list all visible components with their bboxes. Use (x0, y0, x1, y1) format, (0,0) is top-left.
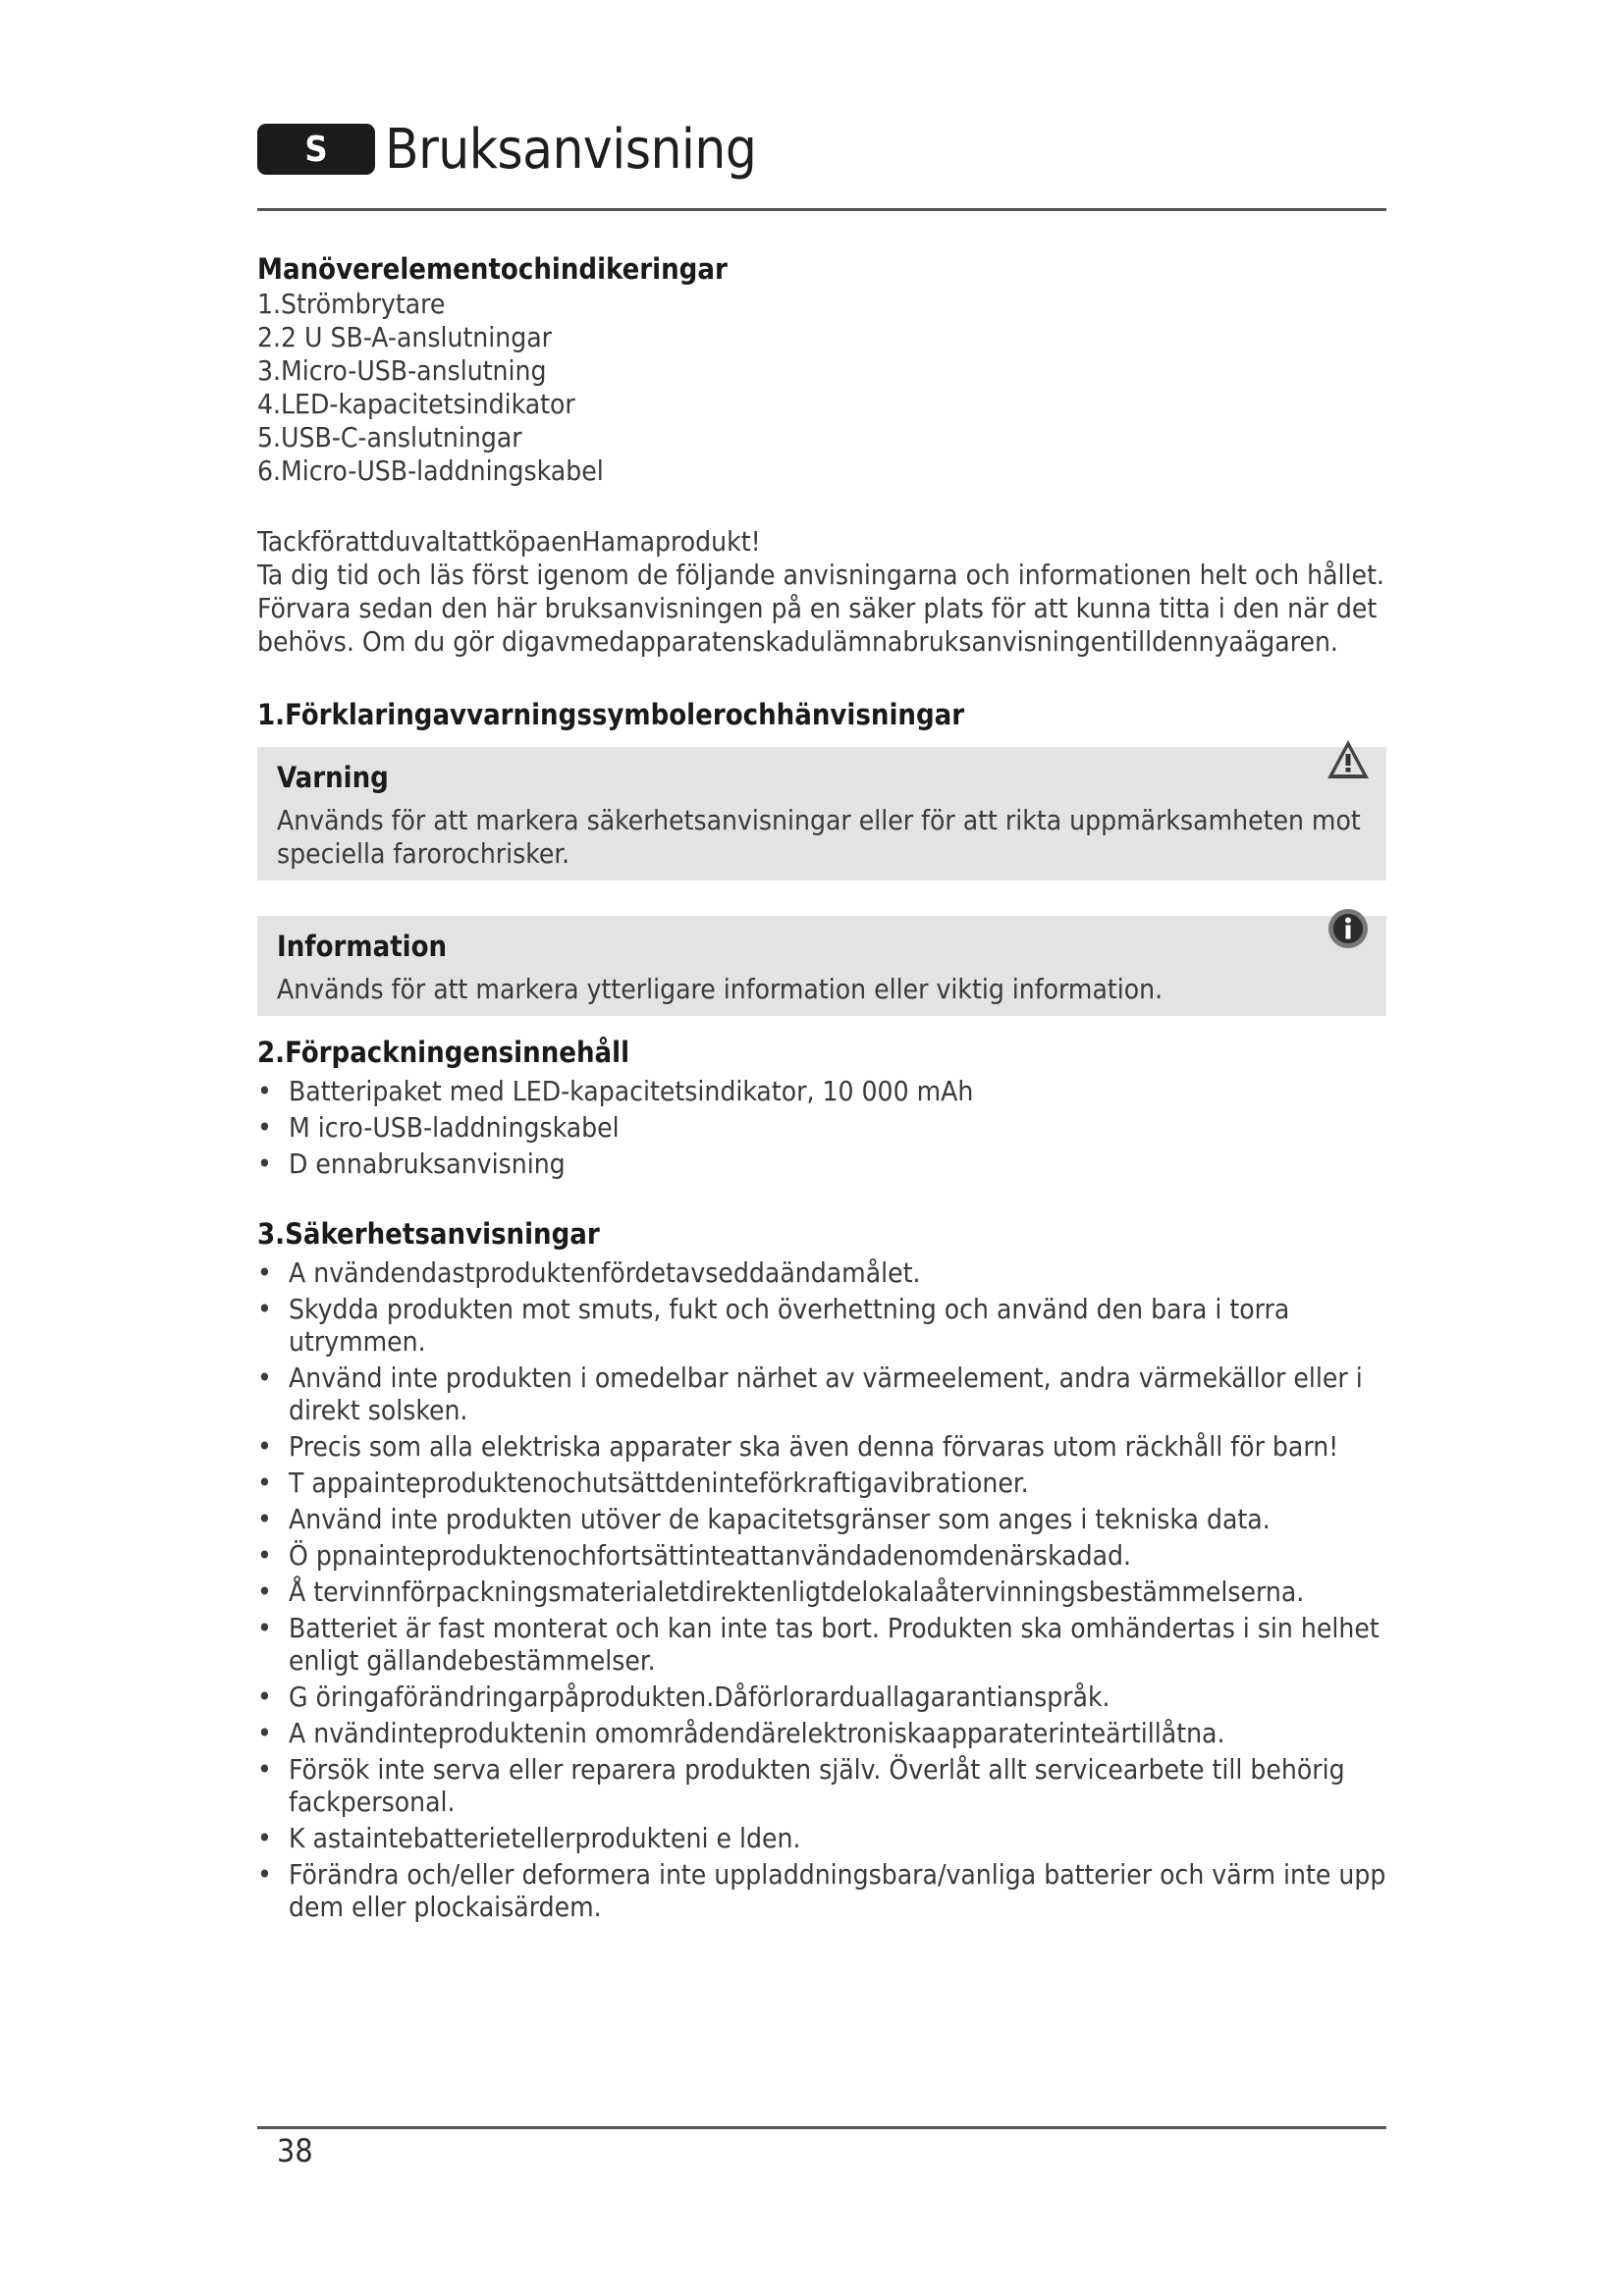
warning-title: Varning (277, 761, 389, 794)
package-contents-list (257, 1075, 1386, 1180)
list-item: 4.LED-kapacitetsindikator (257, 388, 575, 420)
list-item: 1.Strömbrytare (257, 288, 446, 320)
document-title: Bruksanvisning (385, 117, 757, 182)
controls-heading: Manöverelementochindikeringar (257, 252, 728, 286)
warning-box (257, 747, 1386, 881)
list-item: • A nvändendastproduktenfördetavseddaändamålet. (257, 1256, 1386, 1289)
controls-list (257, 288, 1386, 488)
section2-heading: 2.Förpackningensinnehåll (257, 1036, 630, 1069)
list-item: 5.USB-C-anslutningar (257, 421, 522, 454)
page-header (257, 117, 757, 182)
list-item: • A nvändinteproduktenin omområdendärelektroniskaapparaterinteärtillåtna. (257, 1717, 1386, 1749)
warning-text: Används för att markera säkerhetsanvisningar eller för att rikta uppmärksamheten mot speciella farorochrisker. (277, 804, 1361, 870)
list-item: • Batteriet är fast monterat och kan inte tas bort. Produkten ska omhändertas i sin helhet enligt gällandebestämmelser. (257, 1612, 1386, 1677)
list-item: • K astaintebatterietellerprodukteni e lden. (257, 1822, 1386, 1854)
section3-heading: 3.Säkerhetsanvisningar (257, 1217, 600, 1251)
information-text: Används för att markera ytterligare information eller viktig information. (277, 973, 1164, 1005)
header-rule (257, 208, 1386, 211)
list-item: • G öringaförändringarpåprodukten.Dåförlorarduallagarantianspråk. (257, 1681, 1386, 1713)
list-item: • Använd inte produkten i omedelbar närhet av värmeelement, andra värmekällor eller i direkt solsken. (257, 1362, 1386, 1426)
list-item: • D ennabruksanvisning (257, 1148, 1386, 1180)
list-item: • Använd inte produkten utöver de kapacitetsgränser som anges i tekniska data. (257, 1503, 1386, 1535)
list-item: • Å tervinnförpackningsmaterialetdirektenligtdelokalaåtervinningsbestämmelserna. (257, 1575, 1386, 1608)
list-item: • Försök inte serva eller reparera produkten själv. Överlåt allt servicearbete till behörig fackpersonal. (257, 1753, 1386, 1818)
list-item: • M icro-USB-laddningskabel (257, 1111, 1386, 1144)
language-badge: S (257, 124, 375, 175)
list-item: • T appainteproduktenochutsättdeninteförkraftigavibrationer. (257, 1467, 1386, 1499)
list-item: • Förändra och/eller deformera inte uppladdningsbara/vanliga batterier och värm inte upp dem eller plockaisärdem. (257, 1858, 1386, 1923)
info-icon (1326, 906, 1371, 951)
list-item: 3.Micro-USB-anslutning (257, 354, 547, 387)
warning-triangle-icon (1326, 737, 1371, 782)
intro (257, 525, 1386, 659)
list-item: 2.2 U SB-A-anslutningar (257, 321, 553, 353)
safety-list (257, 1256, 1386, 1923)
list-item: • Skydda produkten mot smuts, fukt och överhettning och använd den bara i torra utrymmen. (257, 1293, 1386, 1358)
list-item: • Ö ppnainteproduktenochfortsättinteattanvändadenomdenärskadad. (257, 1539, 1386, 1572)
information-title: Information (277, 930, 448, 963)
footer-rule (257, 2126, 1386, 2129)
list-item: 6.Micro-USB-laddningskabel (257, 454, 604, 487)
intro-text: Ta dig tid och läs först igenom de följande anvisningarna och informationen helt och hållet. Förvara sedan den här bruksanvisningen på en säker plats för att kunna titta i den när det behövs. Om du gör digavmedapparatenskadulämnabruksanvisningentilldennyaägaren. (257, 559, 1384, 658)
intro-thanks: TackförattduvaltattköpaenHamaprodukt! (257, 525, 761, 558)
page-content (257, 250, 1386, 1927)
list-item: • Precis som alla elektriska apparater ska även denna förvaras utom räckhåll för barn! (257, 1430, 1386, 1463)
list-item: • Batteripaket med LED-kapacitetsindikator, 10 000 mAh (257, 1075, 1386, 1107)
page-number: 38 (277, 2132, 313, 2169)
section1-heading: 1.Förklaringavvarningssymbolerochhänvisningar (257, 698, 965, 731)
information-box (257, 916, 1386, 1016)
